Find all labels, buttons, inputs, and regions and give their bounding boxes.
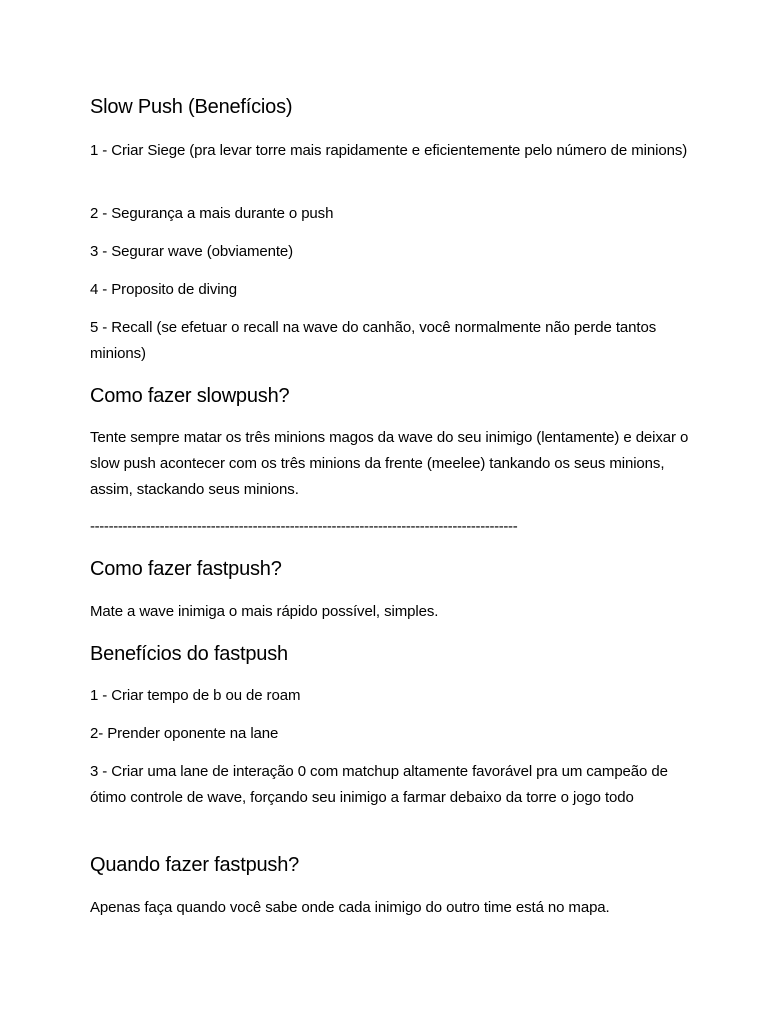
slow-push-item-2: 2 - Segurança a mais durante o push (90, 205, 334, 222)
fastpush-benefit-2: 2- Prender oponente na lane (90, 725, 279, 742)
slow-push-item-4: 4 - Proposito de diving (90, 281, 237, 298)
fastpush-benefit-1: 1 - Criar tempo de b ou de roam (90, 687, 301, 704)
slow-push-item-3: 3 - Segurar wave (obviamente) (90, 243, 294, 260)
slow-push-heading: Slow Push (Benefícios) (90, 96, 293, 118)
fastpush-benefit-3: 3 - Criar uma lane de interação 0 com matchup altamente favorável pra um campeão de ótimo controle de wave, forçando seu inimigo a farmar debaixo da torre o jogo todo (90, 763, 668, 806)
slow-push-item-5: 5 - Recall (se efetuar o recall na wave do canhão, você normalmente não perde tantos minions) (90, 319, 657, 362)
when-fastpush-text: Apenas faça quando você sabe onde cada inimigo do outro time está no mapa. (90, 899, 610, 916)
how-fastpush-heading: Como fazer fastpush? (90, 558, 282, 580)
how-slowpush-heading: Como fazer slowpush? (90, 385, 290, 407)
how-slowpush-text: Tente sempre matar os três minions magos da wave do seu inimigo (lentamente) e deixar o slow push acontecer com os três minions da frente (meelee) tankando os seus minions, assim, stackando seus minions. (90, 429, 689, 498)
how-fastpush-text: Mate a wave inimiga o mais rápido possível, simples. (90, 603, 439, 620)
section-divider: -------------------------------------------------------------------------------------------- (90, 518, 518, 535)
fastpush-benefits-heading: Benefícios do fastpush (90, 643, 288, 665)
when-fastpush-heading: Quando fazer fastpush? (90, 854, 300, 876)
slow-push-item-1: 1 - Criar Siege (pra levar torre mais rapidamente e eficientemente pelo número de minions) (90, 142, 688, 159)
